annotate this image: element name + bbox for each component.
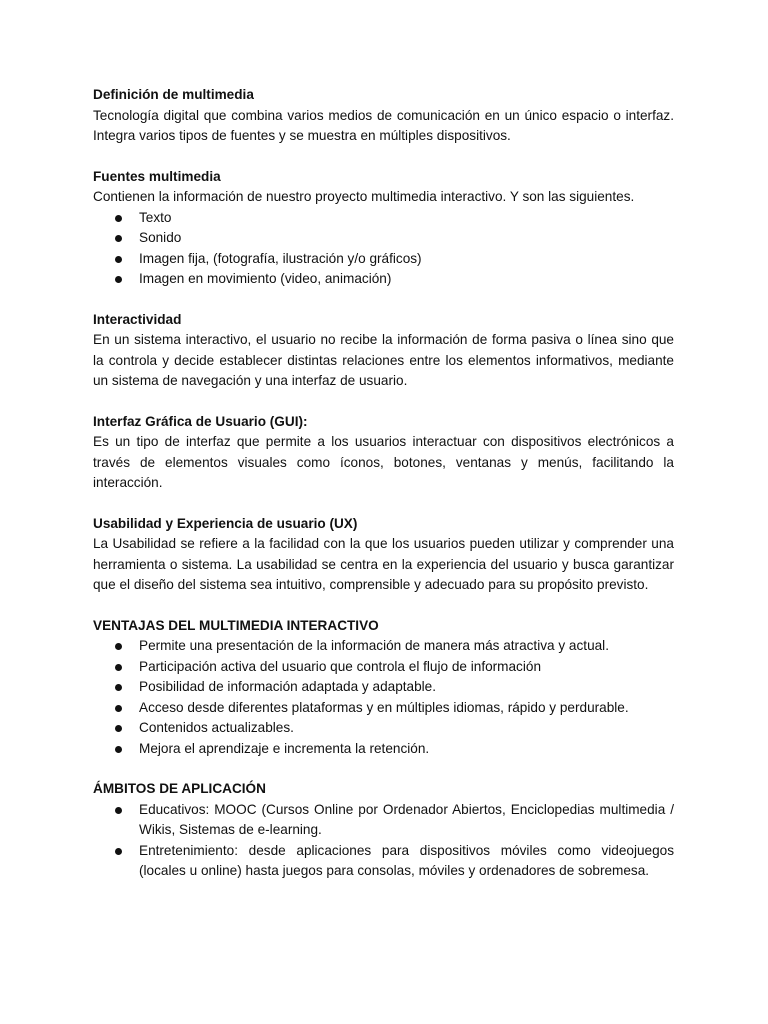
- list-item: [93, 841, 674, 882]
- bullet-icon: [115, 725, 122, 732]
- list-item: [93, 636, 674, 657]
- section-definicion: [93, 85, 674, 147]
- document-page: [93, 85, 674, 902]
- bullet-list: [93, 636, 674, 759]
- bullet-icon: [115, 705, 122, 712]
- list-item-text: Entretenimiento: desde aplicaciones para dispositivos móviles como videojuegos (locales u online) hasta juegos para consolas, móviles y ordenadores de sobremesa.: [139, 842, 674, 878]
- bullet-icon: [115, 235, 122, 242]
- bullet-icon: [115, 215, 122, 222]
- section-title: Interfaz Gráfica de Usuario (GUI):: [93, 413, 308, 429]
- section-gui: [93, 412, 674, 494]
- list-item: [93, 228, 674, 249]
- bullet-icon: [115, 807, 122, 814]
- bullet-icon: [115, 256, 122, 263]
- list-item-text: Mejora el aprendizaje e incrementa la retención.: [139, 740, 430, 756]
- bullet-icon: [115, 848, 122, 855]
- list-item-text: Sonido: [139, 230, 182, 245]
- section-paragraph: Tecnología digital que combina varios medios de comunicación en un único espacio o interfaz. Integra varios tipos de fuentes y se muestra en múltiples dispositivos.: [93, 107, 674, 143]
- list-item-text: Acceso desde diferentes plataformas y en múltiples idiomas, rápido y perdurable.: [139, 699, 629, 715]
- list-item: [93, 249, 674, 270]
- list-item: [93, 208, 674, 229]
- bullet-icon: [115, 643, 122, 650]
- list-item-text: Imagen fija, (fotografía, ilustración y/o gráficos): [139, 250, 422, 266]
- list-item: [93, 718, 674, 739]
- section-title: VENTAJAS DEL MULTIMEDIA INTERACTIVO: [93, 617, 379, 633]
- list-item-text: Permite una presentación de la información de manera más atractiva y actual.: [139, 638, 609, 653]
- section-title: ÁMBITOS DE APLICACIÓN: [93, 781, 266, 796]
- bullet-list: [93, 800, 674, 882]
- section-ventajas: [93, 616, 674, 760]
- section-paragraph: Contienen la información de nuestro proyecto multimedia interactivo. Y son las siguientes.: [93, 189, 635, 204]
- list-item-text: Texto: [139, 209, 172, 225]
- section-paragraph: La Usabilidad se refiere a la facilidad con la que los usuarios pueden utilizar y comprender una herramienta o sistema. La usabilidad se centra en la experiencia del usuario y busca garantizar que el diseño del sistema sea intuitivo, comprensible y adecuado para su propósito previsto.: [93, 536, 674, 592]
- bullet-list: [93, 208, 674, 290]
- list-item-text: Participación activa del usuario que controla el flujo de información: [139, 658, 541, 674]
- list-item: [93, 269, 674, 290]
- list-item: [93, 698, 674, 719]
- bullet-icon: [115, 746, 122, 753]
- list-item-text: Educativos: MOOC (Cursos Online por Ordenador Abiertos, Enciclopedias multimedia / Wikis, Sistemas de e-learning.: [139, 801, 674, 837]
- bullet-icon: [115, 684, 122, 691]
- section-interactividad: [93, 310, 674, 392]
- section-title: Fuentes multimedia: [93, 168, 221, 184]
- bullet-icon: [115, 664, 122, 671]
- section-paragraph: En un sistema interactivo, el usuario no recibe la información de forma pasiva o línea sino que la controla y decide establecer distintas relaciones entre los elementos informativos, mediante un sistema de navegación y una interfaz de usuario.: [93, 332, 674, 388]
- list-item: [93, 739, 674, 760]
- section-ambitos: [93, 779, 674, 882]
- list-item-text: Contenidos actualizables.: [139, 720, 294, 735]
- section-paragraph: Es un tipo de interfaz que permite a los usuarios interactuar con dispositivos electrónicos a través de elementos visuales como íconos, botones, ventanas y menús, facilitando la interacción.: [93, 434, 674, 490]
- section-title: Usabilidad y Experiencia de usuario (UX): [93, 515, 358, 531]
- list-item: [93, 657, 674, 678]
- bullet-icon: [115, 276, 122, 283]
- list-item-text: Posibilidad de información adaptada y adaptable.: [139, 679, 437, 694]
- list-item: [93, 677, 674, 698]
- section-fuentes: [93, 167, 674, 290]
- section-title: Interactividad: [93, 311, 182, 327]
- list-item-text: Imagen en movimiento (video, animación): [139, 271, 392, 286]
- section-ux: [93, 514, 674, 596]
- section-title: Definición de multimedia: [93, 87, 254, 102]
- list-item: [93, 800, 674, 841]
